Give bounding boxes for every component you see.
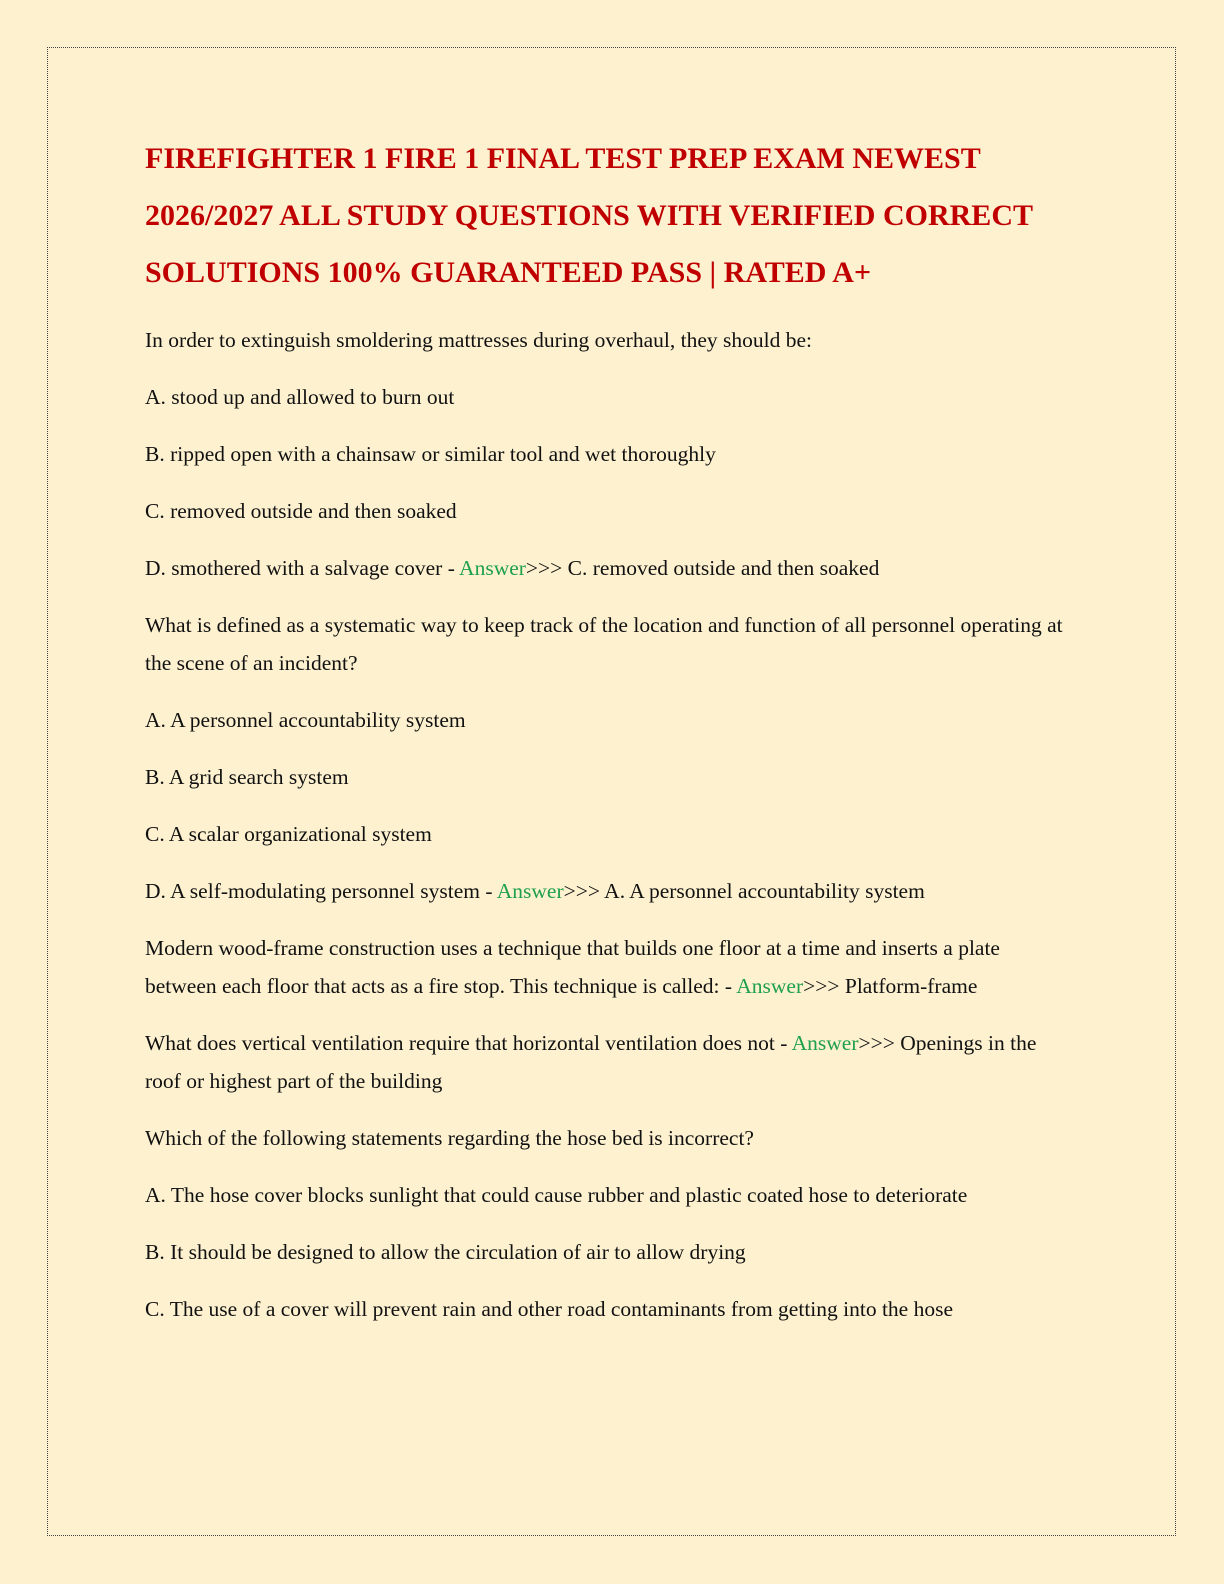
answer-text: >>> C. removed outside and then soaked <box>525 556 880 580</box>
question-text <box>145 435 1065 473</box>
question-with-answer <box>145 872 1065 910</box>
answer-label: Answer <box>736 974 804 998</box>
paragraph-text: B. ripped open with a chainsaw or similar tool and wet thoroughly <box>145 442 716 466</box>
paragraph-text: In order to extinguish smoldering mattresses during overhaul, they should be: <box>145 328 812 352</box>
paragraph-text: What is defined as a systematic way to keep track of the location and function of all personnel operating at the scene of an incident? <box>145 613 1063 675</box>
question-with-answer <box>145 1024 1065 1100</box>
question-text <box>145 492 1065 530</box>
question-text <box>145 758 1065 796</box>
document-title: FIREFIGHTER 1 FIRE 1 FINAL TEST PREP EXAM NEWEST 2026/2027 ALL STUDY QUESTIONS WITH VERIFIED CORRECT SOLUTIONS 100% GUARANTEED PASS | RATED A+ <box>145 142 1033 289</box>
paragraph-text: A. The hose cover blocks sunlight that could cause rubber and plastic coated hose to deteriorate <box>145 1183 968 1207</box>
answer-text: >>> Platform-frame <box>803 974 978 998</box>
question-text <box>145 606 1065 682</box>
paragraph-text: Modern wood-frame construction uses a technique that builds one floor at a time and inserts a plate between each floor that acts as a fire stop. This technique is called: - <box>145 936 1000 998</box>
answer-label: Answer <box>496 879 564 903</box>
paragraph-text: A. A personnel accountability system <box>145 708 466 732</box>
question-with-answer <box>145 929 1065 1005</box>
question-text <box>145 1176 1065 1214</box>
paragraph-text: B. A grid search system <box>145 765 349 789</box>
paragraph-text: C. A scalar organizational system <box>145 822 432 846</box>
question-text <box>145 1119 1065 1157</box>
question-text <box>145 815 1065 853</box>
answer-text: >>> Openings in the roof or highest part of the building <box>145 1031 1037 1093</box>
question-text <box>145 378 1065 416</box>
paragraph-text: A. stood up and allowed to burn out <box>145 385 455 409</box>
answer-label: Answer <box>791 1031 859 1055</box>
paragraph-text: B. It should be designed to allow the circulation of air to allow drying <box>145 1240 746 1264</box>
question-text <box>145 1290 1065 1328</box>
question-list <box>145 321 1065 1328</box>
question-text <box>145 1233 1065 1271</box>
document-body <box>145 130 1065 1347</box>
paragraph-text: D. A self-modulating personnel system - <box>145 879 497 903</box>
question-text <box>145 321 1065 359</box>
paragraph-text: D. smothered with a salvage cover - <box>145 556 460 580</box>
paragraph-text: Which of the following statements regarding the hose bed is incorrect? <box>145 1126 754 1150</box>
paragraph-text: C. The use of a cover will prevent rain and other road contaminants from getting into the hose <box>145 1297 954 1321</box>
paragraph-text: C. removed outside and then soaked <box>145 499 457 523</box>
question-with-answer <box>145 549 1065 587</box>
question-text <box>145 701 1065 739</box>
answer-label: Answer <box>459 556 526 580</box>
paragraph-text: What does vertical ventilation require that horizontal ventilation does not - <box>145 1031 792 1055</box>
answer-text: >>> A. A personnel accountability system <box>563 879 925 903</box>
